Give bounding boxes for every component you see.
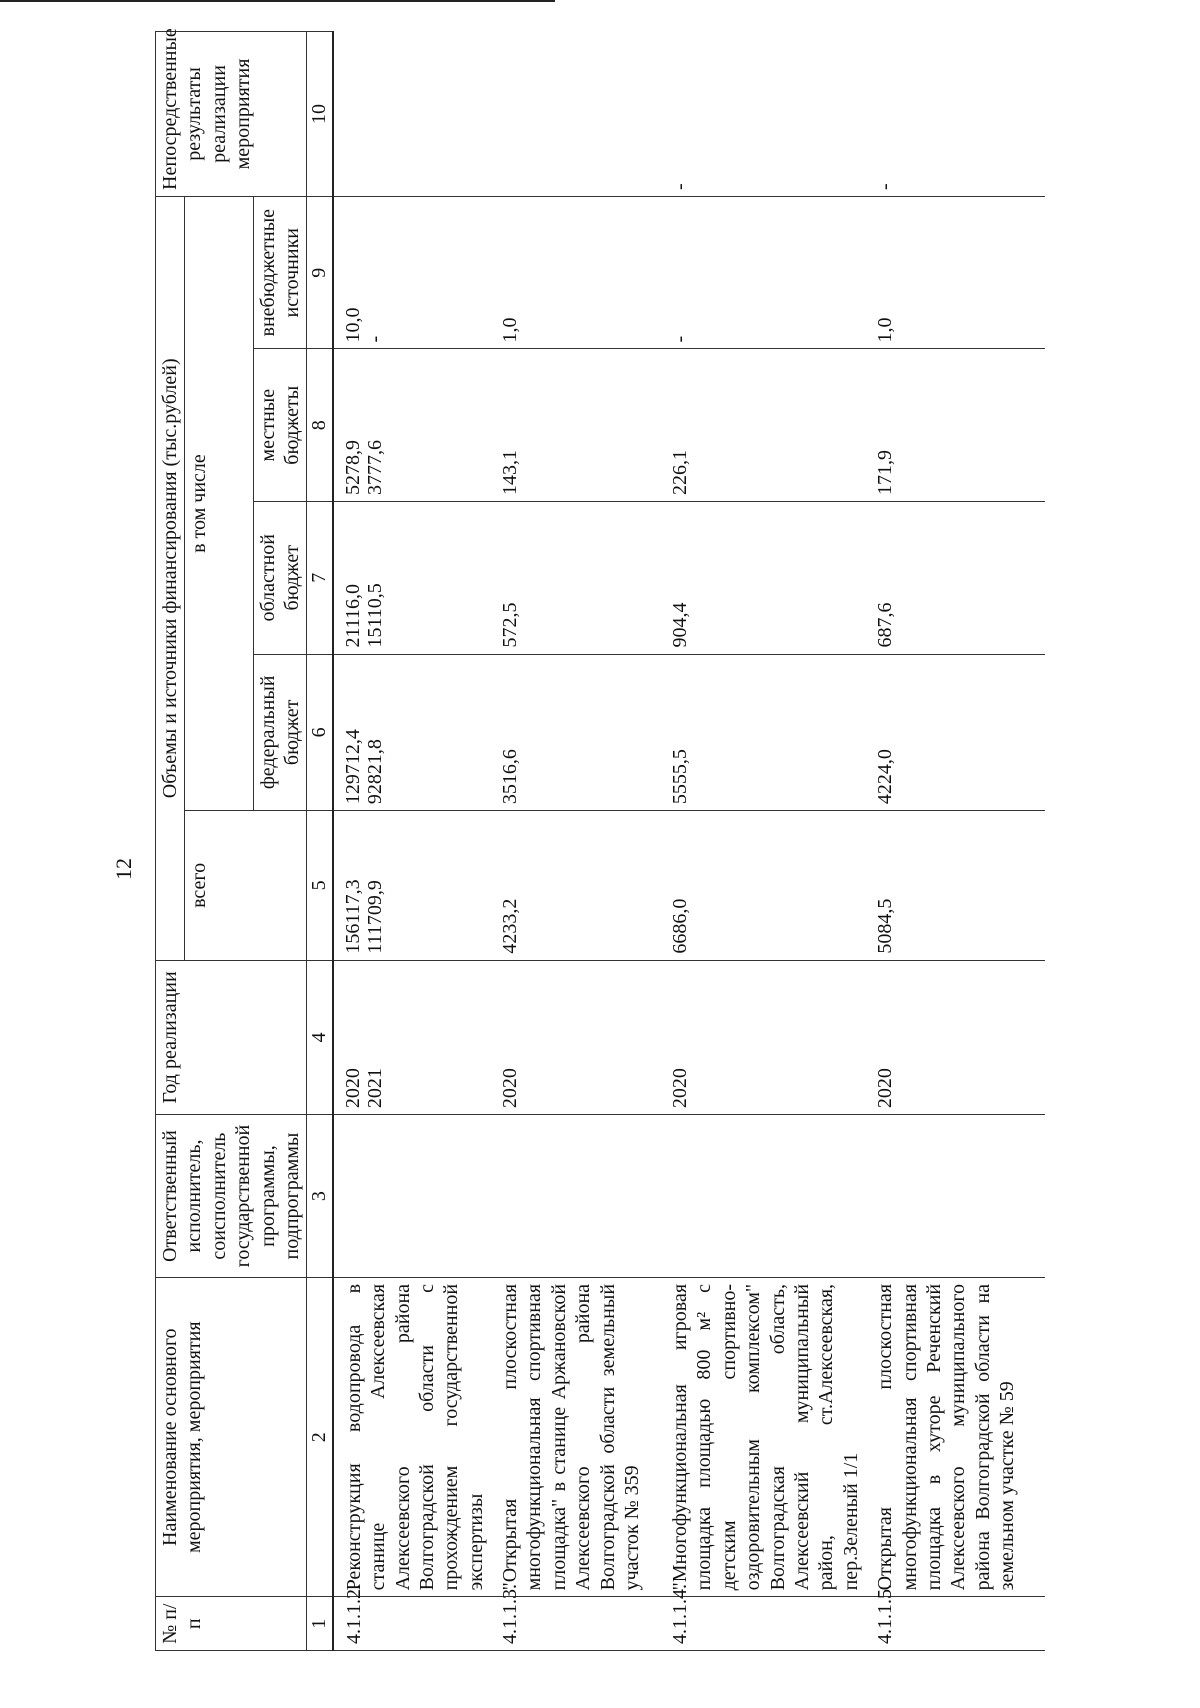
page-number: 12	[111, 858, 136, 880]
row-extra: 1,0	[865, 196, 1045, 349]
value: 92821,8	[363, 739, 386, 805]
row-name: Открытая плоскостная многофункциональная спортивная площадка в хуторе Реченский Алексеевского муниципального района Волгоградской области на земельном участке № 59	[865, 1277, 1045, 1596]
column-number: 9	[307, 196, 333, 349]
row-year: 2020	[490, 960, 660, 1115]
header-executor: Ответственный исполнитель, соисполнитель государственной программы, подпрограммы	[156, 1115, 307, 1278]
value: 156117,3	[341, 879, 364, 954]
row-local: 226,1	[660, 349, 865, 502]
row-regional: 904,4	[660, 502, 865, 655]
row-federal	[333, 654, 490, 811]
row-total	[333, 811, 490, 960]
column-number: 8	[307, 349, 333, 502]
row-result	[490, 32, 660, 197]
header-name: Наименование основного мероприятия, мероприятия	[156, 1277, 307, 1596]
value: 2020	[341, 1068, 364, 1109]
column-number: 5	[307, 811, 333, 960]
value: 5278,9	[341, 440, 364, 495]
row-result: -	[669, 183, 692, 190]
row-executor	[865, 1115, 1045, 1278]
row-year: 2020	[865, 960, 1045, 1115]
header-funding-group: Объемы и источники финансирования (тыс.рублей)	[156, 196, 185, 960]
row-name: "Открытая плоскостная многофункциональная спортивная площадка" в станице Аржановской Алексеевского района Волгоградской области земельный участок № 359	[490, 1277, 660, 1596]
column-number-row	[307, 32, 333, 1651]
row-executor	[490, 1115, 660, 1278]
header-num: № п/п	[156, 1597, 307, 1651]
value: 111709,9	[363, 880, 386, 954]
header-local: местные бюджеты	[253, 349, 307, 502]
column-number: 6	[307, 654, 333, 811]
row-num: 4.1.1.3.	[490, 1597, 660, 1651]
value: -	[363, 335, 386, 343]
row-regional: 687,6	[865, 502, 1045, 655]
header-regional: областной бюджет	[253, 502, 307, 655]
column-number: 2	[307, 1277, 333, 1596]
row-federal: 5555,5	[660, 654, 865, 811]
row-num: 4.1.1.5.	[865, 1597, 1045, 1651]
row-local: 171,9	[865, 349, 1045, 502]
header-total: всего	[185, 811, 307, 960]
row-total: 4233,2	[490, 811, 660, 960]
column-number: 7	[307, 502, 333, 655]
table-row	[865, 32, 1045, 1651]
value: 21116,0	[341, 584, 364, 648]
top-border-line	[0, 0, 555, 2]
header-results: Непосредственные результаты реализации мероприятия	[156, 32, 307, 197]
header-federal: федеральный бюджет	[253, 654, 307, 811]
row-num: 4.1.1.2.	[333, 1597, 490, 1651]
table-row	[333, 32, 490, 1651]
table-row	[660, 32, 865, 1651]
value: 2021	[363, 1068, 386, 1109]
row-extra	[333, 196, 490, 349]
row-total: 6686,0	[660, 811, 865, 960]
column-number: 1	[307, 1597, 333, 1651]
header-year: Год реализации	[156, 960, 307, 1115]
row-regional	[333, 502, 490, 655]
row-year: 2020	[660, 960, 865, 1115]
row-result: -	[874, 183, 897, 190]
value: 15110,5	[363, 583, 386, 648]
column-number: 4	[307, 960, 333, 1115]
row-name: Реконструкция водопровода в станице Алексеевская Алексеевского района Волгоградской области с прохождением государственной экспертизы	[333, 1277, 490, 1596]
row-executor	[660, 1115, 865, 1278]
row-local: 143,1	[490, 349, 660, 502]
rotated-table-container	[155, 28, 1200, 1651]
row-extra: 1,0	[490, 196, 660, 349]
row-num: 4.1.1.4.	[660, 1597, 865, 1651]
row-extra: -	[660, 196, 865, 349]
value: 3777,6	[363, 440, 386, 495]
row-federal: 3516,6	[490, 654, 660, 811]
value: 10,0	[341, 307, 364, 343]
row-local	[333, 349, 490, 502]
header-row-1	[156, 32, 185, 1651]
header-including: в том числе	[185, 196, 253, 810]
funding-table	[155, 28, 1045, 1651]
row-regional: 572,5	[490, 502, 660, 655]
row-total: 5084,5	[865, 811, 1045, 960]
row-executor	[333, 1115, 490, 1278]
column-number: 10	[307, 32, 333, 197]
row-year	[333, 960, 490, 1115]
header-extra: внебюджетные источники	[253, 196, 307, 349]
row-name: "Многофункциональная игровая площадка площадью 800 м² с детским спортивно-оздоровительным комплексом" Волгоградская область, Алексеевский муниципальный район, ст.Алексеевская, пер.Зеленый 1/1	[660, 1277, 865, 1596]
row-result	[333, 32, 490, 197]
row-federal: 4224,0	[865, 654, 1045, 811]
value: 129712,4	[341, 729, 364, 805]
table-row	[490, 32, 660, 1651]
column-number: 3	[307, 1115, 333, 1278]
